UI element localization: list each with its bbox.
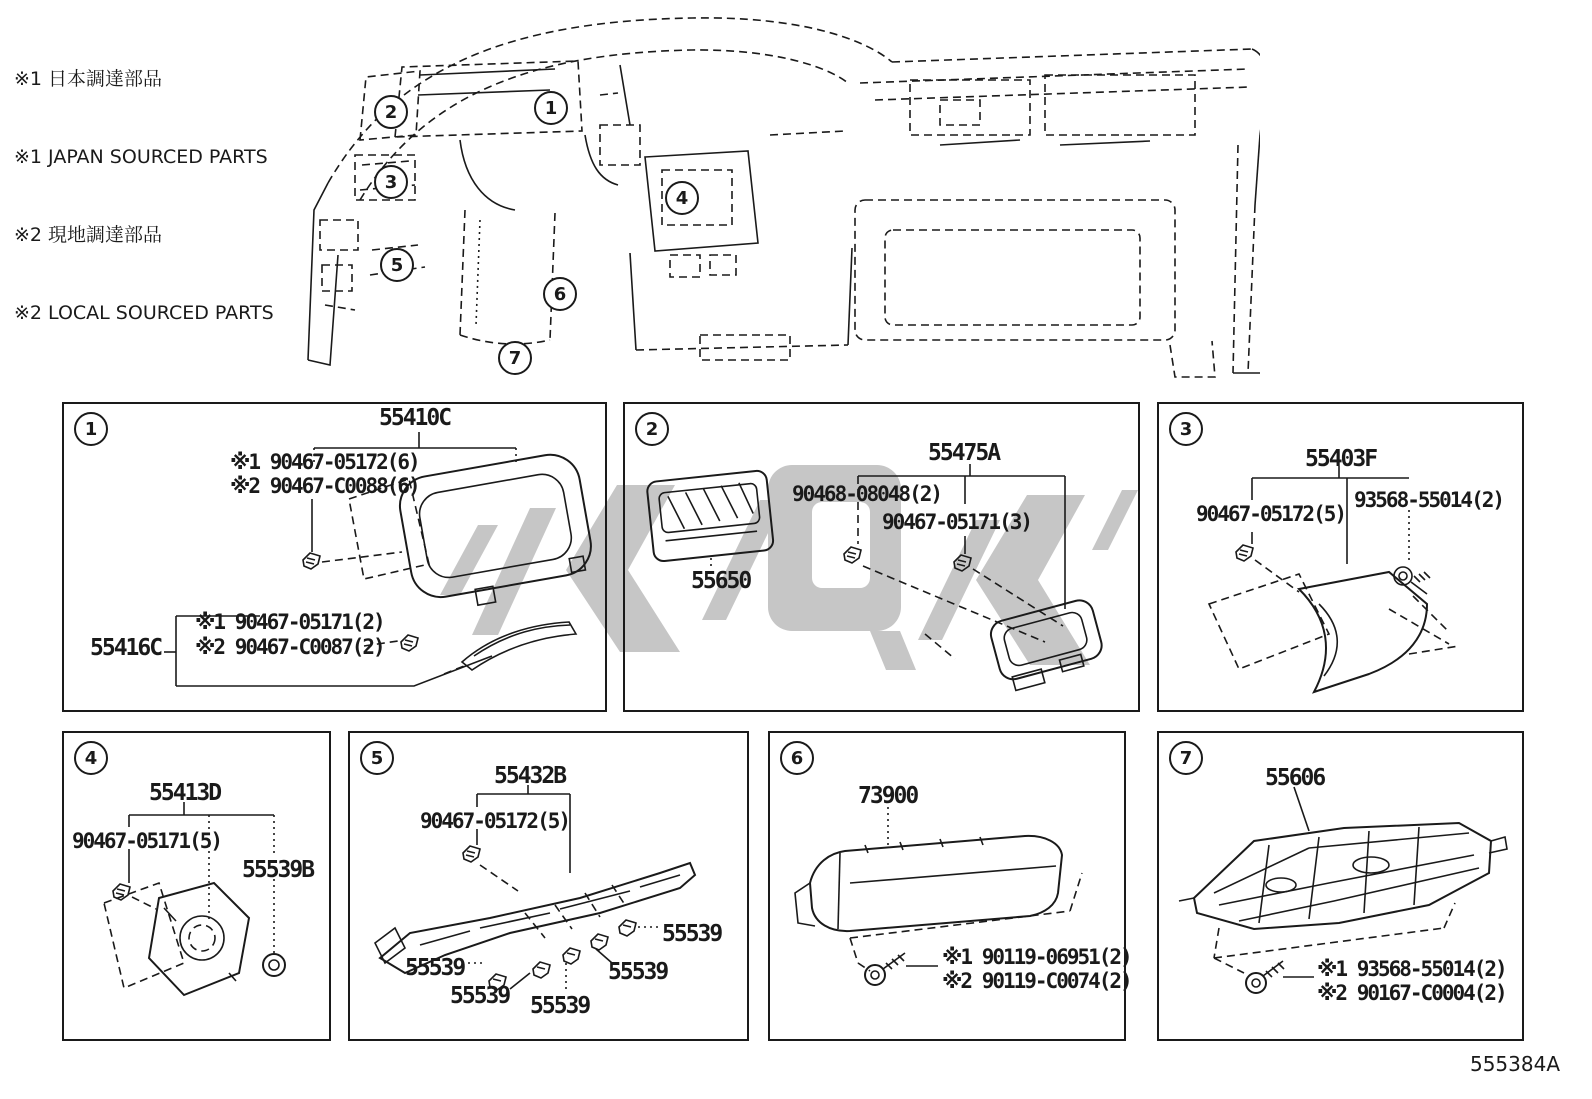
part-number-label: 55539B [242,857,314,883]
note-label: ※2 90167-C0004(2) [1317,981,1506,1005]
part-number-label: 55475A [928,440,1000,466]
panel-badge: 4 [74,741,108,775]
legend-line: ※2 現地調達部品 [14,224,163,246]
part-art [770,733,1124,1039]
note-label: 90468-08048(2) [792,482,942,506]
panel-1-cluster-finish-panel [62,402,607,712]
legend-line: ※1 JAPAN SOURCED PARTS [14,146,268,168]
sourcing-legend [14,14,274,378]
clip-label: 55539 [608,959,668,985]
callout-circle-4: 4 [665,181,699,215]
callout-circle-5: 5 [380,248,414,282]
note-label: 90467-05171(5) [72,829,222,853]
panel-6-airbag-assy [768,731,1131,1041]
note-label: ※2 90119-C0074(2) [942,969,1131,993]
part-number-label: 55416C [90,635,162,661]
panel-badge: 3 [1169,412,1203,446]
callout-circle-3: 3 [374,165,408,199]
clip-label: 55539 [450,983,510,1009]
part-art [625,404,1138,710]
legend-line: ※1 日本調達部品 [14,68,163,90]
part-art [64,733,329,1039]
note-label: ※2 90467-C0087(2) [195,635,384,659]
panel-5-console-trim [348,731,749,1041]
note-label: ※1 90467-05172(6) [230,450,419,474]
panel-badge: 5 [360,741,394,775]
panel-3-finish-panel-lower [1157,402,1524,712]
clip-label: 55539 [530,993,590,1019]
callout-circle-2: 2 [374,95,408,129]
note-label: ※2 90467-C0088(6) [230,474,419,498]
callout-circle-6: 6 [543,277,577,311]
part-number-label: 55403F [1305,446,1377,472]
clip-label: 55539 [405,955,465,981]
clip-label: 55539 [662,921,722,947]
note-label: ※1 90467-05171(2) [195,610,384,634]
part-number-label: 55413D [149,780,221,806]
note-label: 90467-05171(3) [882,510,1032,534]
note-label: ※1 90119-06951(2) [942,945,1131,969]
drawing-number: 555384A [1469,1052,1560,1076]
callout-circle-7: 7 [498,341,532,375]
note-label: 93568-55014(2) [1354,488,1504,512]
part-number-label: 55432B [494,763,566,789]
panel-badge: 6 [780,741,814,775]
part-number-label: 55650 [691,568,751,594]
dashboard-line-art [300,5,1260,385]
part-number-label: 55410C [379,405,451,431]
panel-badge: 7 [1169,741,1203,775]
part-number-label: 73900 [858,783,918,809]
panel-4-speaker-panel [62,731,331,1041]
panel-badge: 1 [74,412,108,446]
note-label: 90467-05172(5) [420,809,570,833]
part-number-label: 55606 [1265,765,1325,791]
panel-badge: 2 [635,412,669,446]
note-label: 90467-05172(5) [1196,502,1346,526]
callout-circle-1: 1 [534,91,568,125]
note-label: ※1 93568-55014(2) [1317,957,1506,981]
panel-2-register-assy [623,402,1140,712]
panel-7-under-cover [1157,731,1524,1041]
legend-line: ※2 LOCAL SOURCED PARTS [14,302,274,324]
